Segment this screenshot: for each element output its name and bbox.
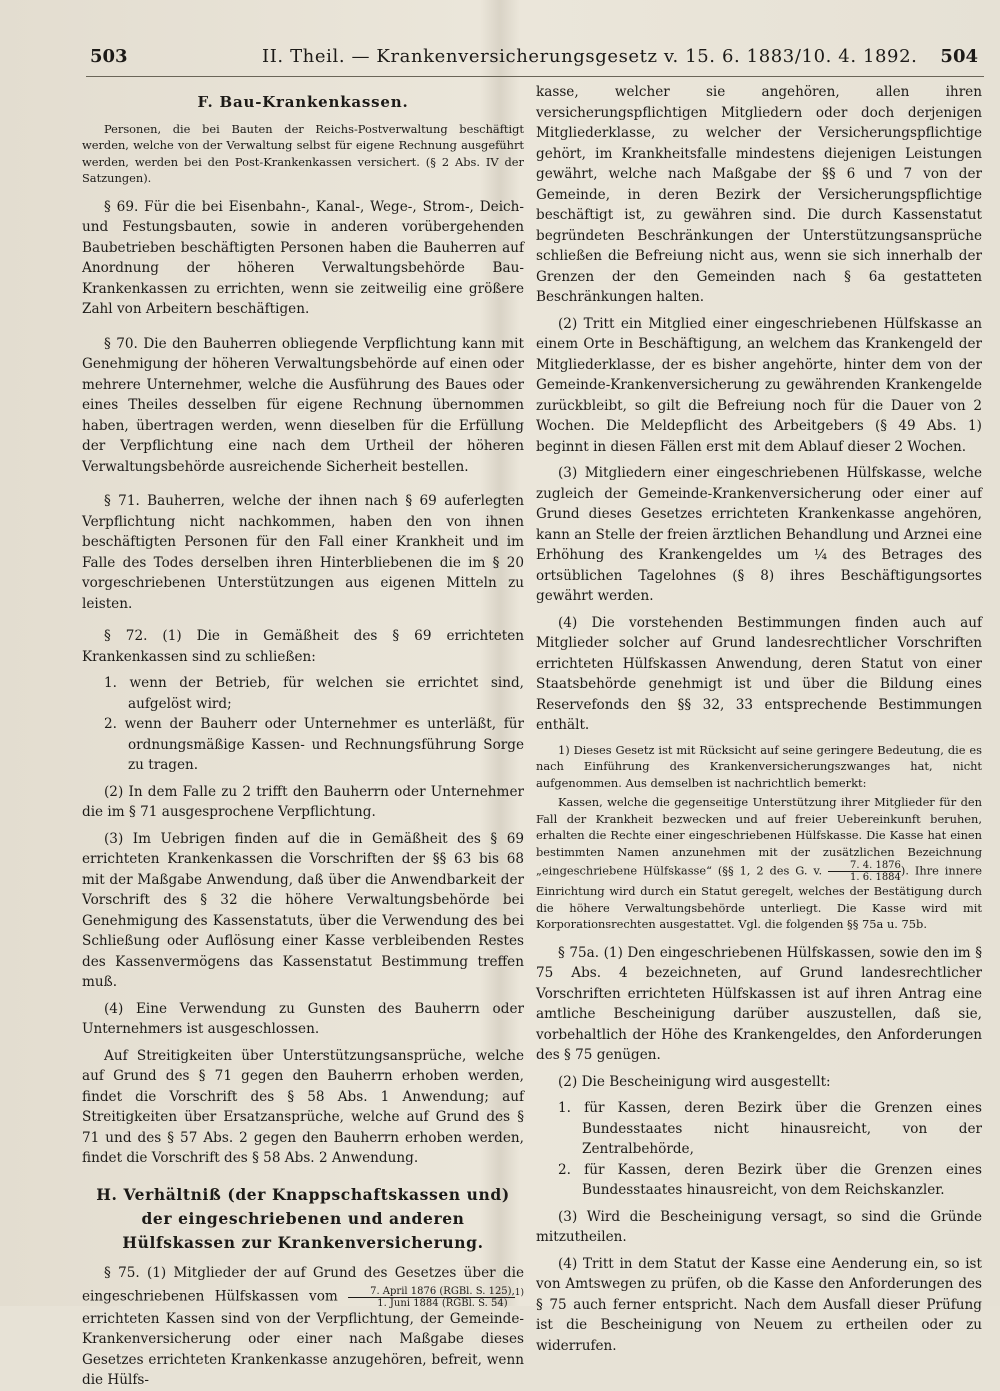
list-item: 2. wenn der Bauherr oder Unternehmer es unterläßt, für ordnungsmäßige Kassen- und Rechnungsführung Sorge zu tragen.	[104, 716, 524, 773]
paragraph-72-5: Auf Streitigkeiten über Unterstützungsansprüche, welche auf Grund des § 71 gegen den Bauherrn erhoben werden, findet die Vorschrift des § 58 Abs. 1 Anwendung; auf Streitigkeiten über Ersatzansprüche, welche auf Grund des § 71 und des § 57 Abs. 2 gegen den Bauherrn erhoben werden, findet die Vorschrift des § 58 Abs. 2 Anwendung.	[82, 1047, 524, 1166]
footnote-2-start: Kassen, welche die gegenseitige Unterstützung ihrer Mitglieder für den Fall der Krankheit bezwecken und auf freier Uebereinkunft beruhen, erhalten die Rechte einer eingeschriebenen Hülfskasse. Die Kasse hat einen bestimmten Namen anzunehmen mit der zusätzlichen Bezeichnung „eingeschriebene Hülfskasse“ (§§ 1, 2 des G. v.	[536, 795, 982, 878]
paragraph-72-list	[104, 673, 524, 776]
paragraph-72-2: (2) In dem Falle zu 2 trifft den Bauherrn oder Unternehmer die im § 71 ausgesprochene Verpflichtung.	[82, 783, 524, 820]
footnote-block	[536, 742, 982, 933]
footnote-1: 1) Dieses Gesetz ist mit Rücksicht auf seine geringere Bedeutung, die es nach Einführung des Krankenversicherungszwanges hat, nicht aufgenommen. Aus demselben ist nachrichtlich bemerkt:	[536, 742, 982, 790]
section-h-heading: H. Verhältniß (der Knappschaftskassen und) der eingeschriebenen und anderen Hülfskassen zur Krankenversicherung.	[96, 1184, 510, 1252]
paragraph-75a-3: (3) Wird die Bescheinigung versagt, so sind die Gründe mitzutheilen.	[536, 1208, 982, 1245]
header-rule	[86, 76, 984, 77]
footnote-2-rest: ). Ihre innere Einrichtung wird durch ein Statut geregelt, welches der Bestätigung durch die höhere Verwaltungsbehörde unterliegt. Die Kasse wird mit Korporationsrechten ausgestattet. Vgl. die folgenden §§ 75a u. 75b.	[536, 863, 983, 931]
paragraph-75	[82, 1263, 524, 1391]
date-fraction	[348, 1286, 515, 1309]
paragraph-75a-2: (2) Die Bescheinigung wird ausgestellt:	[558, 1073, 831, 1090]
date-fraction-bottom: 1. Juni 1884 (RGBl. S. 54)	[377, 1297, 508, 1309]
section-f-note	[82, 121, 524, 187]
paragraph-75-continued: kasse, welcher sie angehören, allen ihren versicherungspflichtigen Mitgliedern oder doch derjenigen Mitgliederklasse, zu welcher der Versicherungspflichtige gehört, im Krankheitsfalle mindestens diejenigen Leistungen gewährt, welche nach Maßgabe der §§ 6 und 7 von der Gemeinde, in deren Bezirk der Versicherungspflichtige beschäftigt ist, zu gewähren sind. Die durch Kassenstatut begründeten Beschränkungen der Unterstützungsansprüche schließen die Befreiung nicht aus, wenn sie sich innerhalb der Grenzen der den Gemeinden nach § 6a gestatteten Beschränkungen halten.	[536, 84, 982, 305]
paragraph-72: § 72. (1) Die in Gemäßheit des § 69 errichteten Krankenkassen sind zu schließen:	[82, 628, 524, 665]
footnote-fraction-top: 7. 4. 1876	[828, 860, 901, 872]
footnote-fraction-bottom: 1. 6. 1884	[850, 872, 901, 883]
paragraph-75-start: § 75. (1) Mitglieder der auf Grund des Gesetzes über die eingeschriebenen Hülfskassen vom	[82, 1264, 524, 1305]
list-item: 1. wenn der Betrieb, für welchen sie errichtet sind, aufgelöst wird;	[104, 675, 524, 712]
paragraph-69: § 69. Für die bei Eisenbahn-, Kanal-, Wege-, Strom-, Deich- und Festungsbauten, sowie in anderen vorübergehenden Baubetrieben beschäftigten Personen haben die Bauherren auf Anordnung der höheren Verwaltungsbehörde Bau-Krankenkassen zu errichten, wenn sie zeitweilig eine größere Zahl von Arbeitern beschäftigen.	[82, 198, 524, 317]
paragraph-70: § 70. Die den Bauherren obliegende Verpflichtung kann mit Genehmigung der höheren Verwaltungsbehörde auf einen oder mehrere Unternehmer, welche die Ausführung des Baues oder eines Theiles desselben für eigene Rechnung übernommen haben, übertragen werden, wenn dieselben für die Erfüllung der Verpflichtung eine nach dem Urtheil der höheren Verwaltungsbehörde ausreichende Sicherheit bestellen.	[82, 335, 524, 475]
section-f-text: Personen, die bei Bauten der Reichs-Postverwaltung beschäftigt werden, welche von der Verwaltung selbst für eigene Rechnung ausgeführt werden, werden bei den Post-Krankenkassen versichert. (§ 2 Abs. IV der Satzungen).	[82, 121, 524, 185]
list-item: 1. für Kassen, deren Bezirk über die Grenzen eines Bundesstaates nicht hinausreicht, von der Zentralbehörde,	[558, 1100, 982, 1157]
running-header	[86, 46, 986, 74]
section-f-heading: F. Bau-Krankenkassen.	[197, 93, 409, 111]
date-fraction-top: 7. April 1876 (RGBl. S. 125),	[348, 1286, 515, 1298]
footnote-marker: 1)	[514, 1288, 524, 1298]
running-title: II. Theil. — Krankenversicherungsgesetz v. 15. 6. 1883/10. 4. 1892.	[262, 46, 918, 67]
paragraph-75-rest: errichteten Kassen sind von der Verpflichtung, der Gemeinde-Krankenversicherung oder einer nach Maßgabe dieses Gesetzes errichteten Krankenkasse anzugehören, befreit, wenn die Hülfs-	[82, 1310, 524, 1389]
list-item: 2. für Kassen, deren Bezirk über die Grenzen eines Bundesstaates hinausreicht, von dem Reichskanzler.	[558, 1161, 982, 1198]
paragraph-75-2: (2) Tritt ein Mitglied einer eingeschriebenen Hülfskasse an einem Orte in Beschäftigung, an welchem das Krankengeld der Mitgliederklasse, der es bisher angehörte, hinter dem von der Gemeinde-Krankenversicherung zu gewährenden Krankengelde zurückbleibt, so gilt die Befreiung noch für die Dauer von 2 Wochen. Die Meldepflicht des Arbeitgebers (§ 49 Abs. 1) beginnt in diesen Fällen erst mit dem Ablauf dieser 2 Wochen.	[536, 315, 982, 455]
paragraph-75a-4: (4) Tritt in dem Statut der Kasse eine Aenderung ein, so ist von Amtswegen zu prüfen, ob die Kasse den Anforderungen des § 75 auch ferner entspricht. Nach dem Ausfall dieser Prüfung ist die Bescheinigung von Neuem zu ertheilen oder zu widerrufen.	[536, 1255, 982, 1354]
paragraph-72-4: (4) Eine Verwendung zu Gunsten des Bauherrn oder Unternehmers ist ausgeschlossen.	[82, 1000, 524, 1037]
paragraph-72-3: (3) Im Uebrigen finden auf die in Gemäßheit des § 69 errichteten Krankenkassen die Vorschriften der §§ 63 bis 68 mit der Maßgabe Anwendung, daß über die Anwendbarkeit der Vorschrift des § 32 die höhere Verwaltungsbehörde bei Genehmigung des Kassenstatuts, über die Verwendung des bei Schließung oder Auflösung einer Kasse verbleibenden Restes des Kassenvermögens das Kassenstatut Bestimmung treffen muß.	[82, 830, 524, 990]
paragraph-75-3: (3) Mitgliedern einer eingeschriebenen Hülfskasse, welche zugleich der Gemeinde-Krankenversicherung oder einer auf Grund dieses Gesetzes errichteten Krankenkasse angehören, kann an Stelle der freien ärztlichen Behandlung und Arznei eine Erhöhung des Krankengeldes um ¼ des Betrages des ortsüblichen Tagelohnes (§ 8) ihres Beschäftigungsortes gewährt werden.	[536, 465, 982, 604]
page-number-right: 504	[940, 46, 978, 67]
paragraph-75a: § 75a. (1) Den eingeschriebenen Hülfskassen, sowie den im § 75 Abs. 4 bezeichneten, auf Grund landesrechtlicher Vorschriften errichteten Hülfskassen ist auf ihren Antrag eine amtliche Bescheinigung darüber auszustellen, daß sie, vorbehaltlich der Höhe des Krankengeldes, den Anforderungen des § 75 genügen.	[536, 944, 982, 1063]
paragraph-75a-list	[558, 1098, 982, 1201]
page-number-left: 503	[90, 46, 128, 67]
footnote-date-fraction	[828, 860, 901, 883]
paragraph-75-4: (4) Die vorstehenden Bestimmungen finden auch auf Mitglieder solcher auf Grund landesrechtlicher Vorschriften errichteten Hülfskassen Anwendung, deren Statut von einer Staatsbehörde genehmigt ist und über die Bildung eines Reservefonds den §§ 32, 33 entsprechende Bestimmungen enthält.	[536, 614, 982, 733]
paragraph-71: § 71. Bauherren, welche der ihnen nach § 69 auferlegten Verpflichtung nicht nachkommen, haben den von ihnen beschäftigten Personen für den Fall einer Krankheit und im Falle des Todes derselben ihren Hinterbliebenen die im § 20 vorgeschriebenen Unterstützungen aus eigenen Mitteln zu leisten.	[82, 493, 524, 612]
footnote-2	[536, 794, 982, 933]
left-column	[82, 88, 524, 1389]
right-column	[536, 82, 983, 1354]
